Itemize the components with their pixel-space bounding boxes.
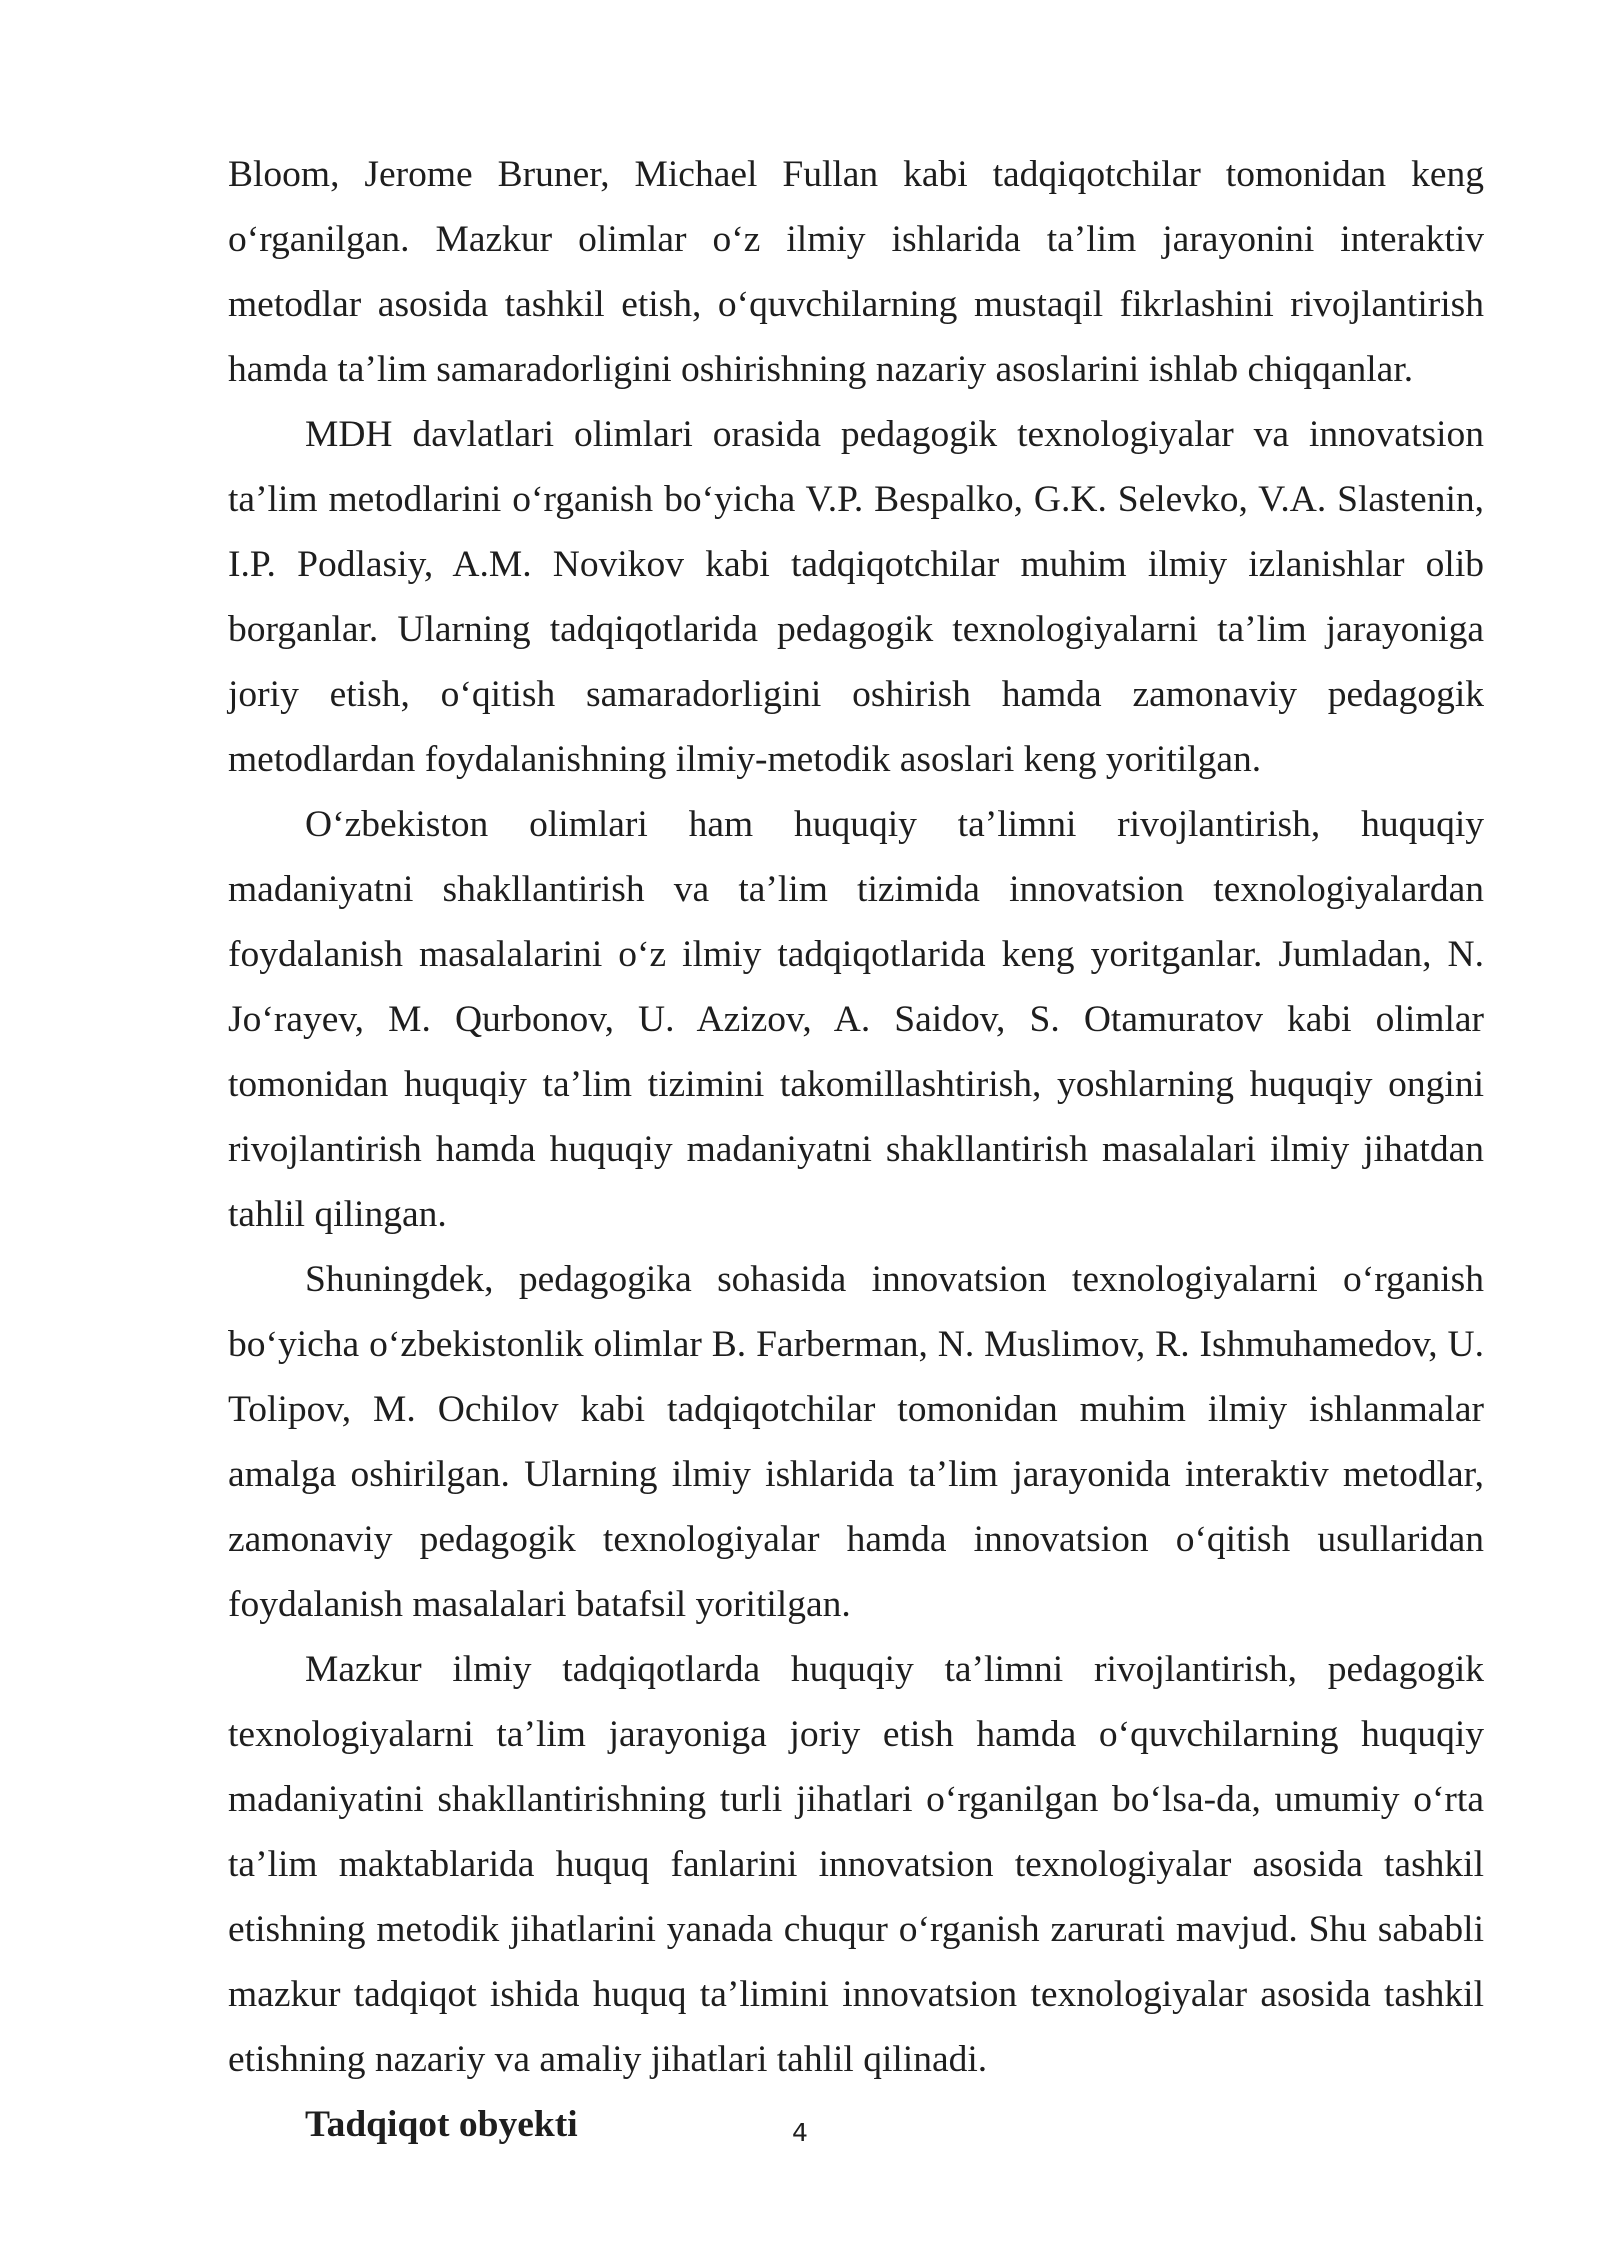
- section-heading: Tadqiqot obyekti: [305, 2104, 578, 2145]
- page-body: [228, 142, 1484, 2157]
- paragraph: Shuningdek, pedagogika sohasida innovatsion texnologiyalarni o‘rganish bo‘yicha o‘zbekistonlik olimlar B. Farberman, N. Muslimov, R. Ishmuhamedov, U. Tolipov, M. Ochilov kabi tadqiqotchilar tomonidan muhim ilmiy ishlanmalar amalga oshirilgan. Ularning ilmiy ishlarida ta’lim jarayonida interaktiv metodlar, zamonaviy pedagogik texnologiyalar hamda innovatsion o‘qitish usullaridan foydalanish masalalari batafsil yoritilgan.: [228, 1259, 1484, 1625]
- page-number: 4: [792, 2118, 808, 2147]
- paragraph: MDH davlatlari olimlari orasida pedagogik texnologiyalar va innovatsion ta’lim metodlarini o‘rganish bo‘yicha V.P. Bespalko, G.K. Selevko, V.A. Slastenin, I.P. Podlasiy, A.M. Novikov kabi tadqiqotchilar muhim ilmiy izlanishlar olib borganlar. Ularning tadqiqotlarida pedagogik texnologiyalarni ta’lim jarayoniga joriy etish, o‘qitish samaradorligini oshirish hamda zamonaviy pedagogik metodlardan foydalanishning ilmiy-metodik asoslari keng yoritilgan.: [228, 414, 1484, 780]
- paragraph-continuation: Bloom, Jerome Bruner, Michael Fullan kabi tadqiqotchilar tomonidan keng o‘rganilgan. Mazkur olimlar o‘z ilmiy ishlarida ta’lim jarayonini interaktiv metodlar asosida tashkil etish, o‘quvchilarning mustaqil fikrlashini rivojlantirish hamda ta’lim samaradorligini oshirishning nazariy asoslarini ishlab chiqqanlar.: [228, 154, 1484, 390]
- paragraph: O‘zbekiston olimlari ham huquqiy ta’limni rivojlantirish, huquqiy madaniyatni shakllantirish va ta’lim tizimida innovatsion texnologiyalardan foydalanish masalalarini o‘z ilmiy tadqiqotlarida keng yoritganlar. Jumladan, N. Jo‘rayev, M. Qurbonov, U. Azizov, A. Saidov, S. Otamuratov kabi olimlar tomonidan huquqiy ta’lim tizimini takomillashtirish, yoshlarning huquqiy ongini rivojlantirish hamda huquqiy madaniyatni shakllantirish masalalari ilmiy jihatdan tahlil qilingan.: [228, 804, 1484, 1235]
- paragraph: Mazkur ilmiy tadqiqotlarda huquqiy ta’limni rivojlantirish, pedagogik texnologiyalarni ta’lim jarayoniga joriy etish hamda o‘quvchilarning huquqiy madaniyatini shakllantirishning turli jihatlari o‘rganilgan bo‘lsa-da, umumiy o‘rta ta’lim maktablarida huquq fanlarini innovatsion texnologiyalar asosida tashkil etishning metodik jihatlarini yanada chuqur o‘rganish zarurati mavjud. Shu sababli mazkur tadqiqot ishida huquq ta’limini innovatsion texnologiyalar asosida tashkil etishning nazariy va amaliy jihatlari tahlil qilinadi.: [228, 1649, 1484, 2080]
